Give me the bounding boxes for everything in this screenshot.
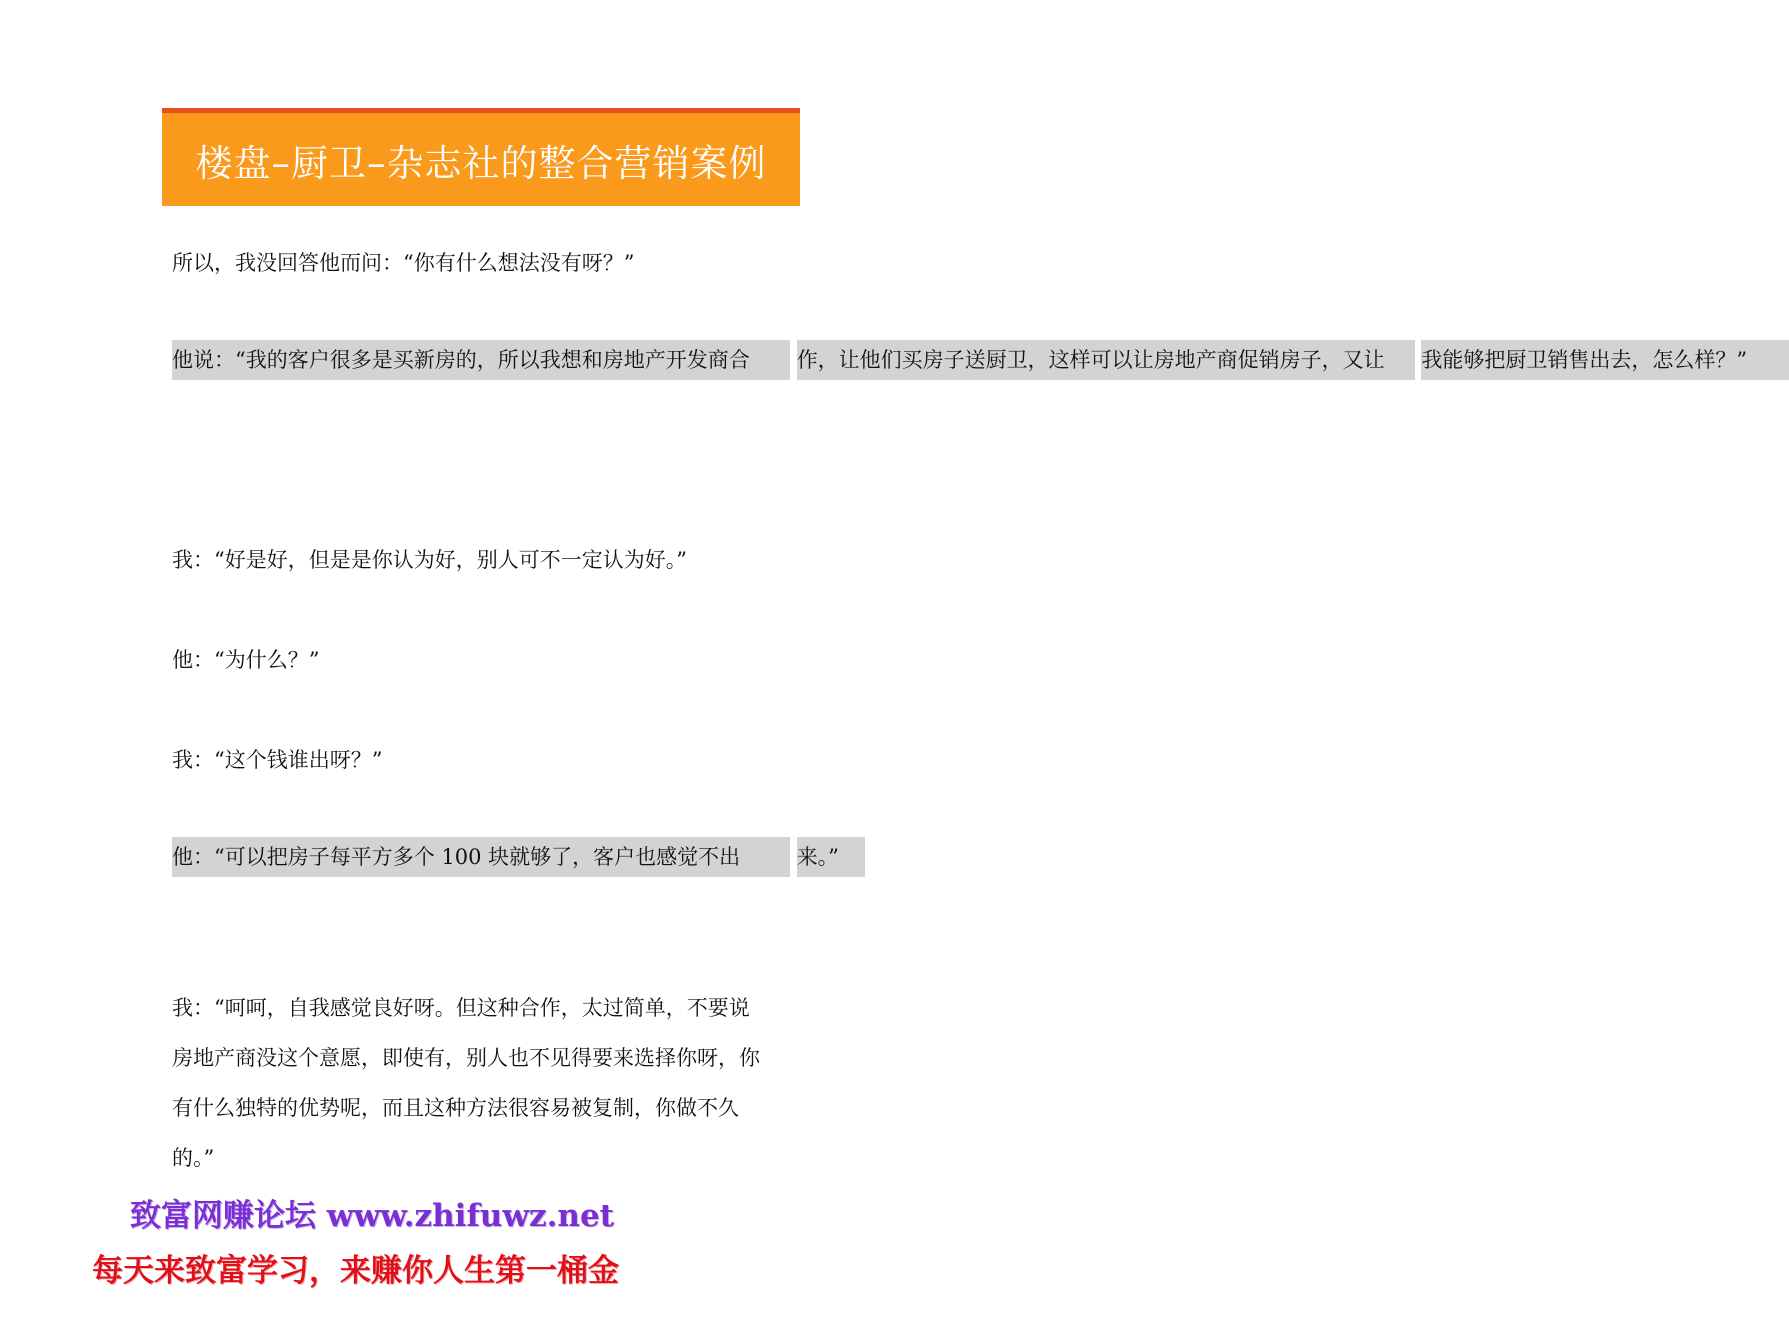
paragraph-2-line-2: 作，让他们买房子送厨卫，这样可以让房地产商促销房子，又让	[797, 340, 1415, 380]
paragraph-7	[172, 983, 792, 1183]
page-title: 楼盘–厨卫–杂志社的整合营销案例	[195, 141, 767, 185]
footer-forum-link: 致富网赚论坛 www.zhifuwz.net	[130, 1198, 614, 1234]
paragraph-5: 我：“这个钱谁出呀？”	[172, 748, 383, 772]
title-banner	[162, 108, 800, 206]
paragraph-3: 我：“好是好，但是是你认为好，别人可不一定认为好。”	[172, 548, 687, 572]
paragraph-7-line-2: 房地产商没这个意愿，即使有，别人也不见得要来选择你呀，你	[172, 1046, 760, 1070]
footer-slogan: 每天来致富学习，来赚你人生第一桶金	[92, 1253, 619, 1289]
paragraph-2-line-3: 我能够把厨卫销售出去，怎么样？”	[1421, 340, 1789, 380]
paragraph-6	[172, 832, 839, 882]
paragraph-7-line-3: 有什么独特的优势呢，而且这种方法很容易被复制，你做不久	[172, 1096, 739, 1120]
paragraph-6-line-1: 他：“可以把房子每平方多个 100 块就够了，客户也感觉不出	[172, 837, 790, 877]
paragraph-1: 所以，我没回答他而问：“你有什么想法没有呀？”	[172, 251, 635, 275]
paragraph-7-line-1: 我：“呵呵，自我感觉良好呀。但这种合作，太过简单，不要说	[172, 996, 750, 1020]
paragraph-7-line-4: 的。”	[172, 1146, 215, 1170]
paragraph-2	[172, 335, 1748, 385]
paragraph-2-line-1: 他说：“我的客户很多是买新房的，所以我想和房地产开发商合	[172, 340, 790, 380]
paragraph-4: 他：“为什么？”	[172, 648, 320, 672]
paragraph-6-line-2: 来。”	[797, 837, 865, 877]
